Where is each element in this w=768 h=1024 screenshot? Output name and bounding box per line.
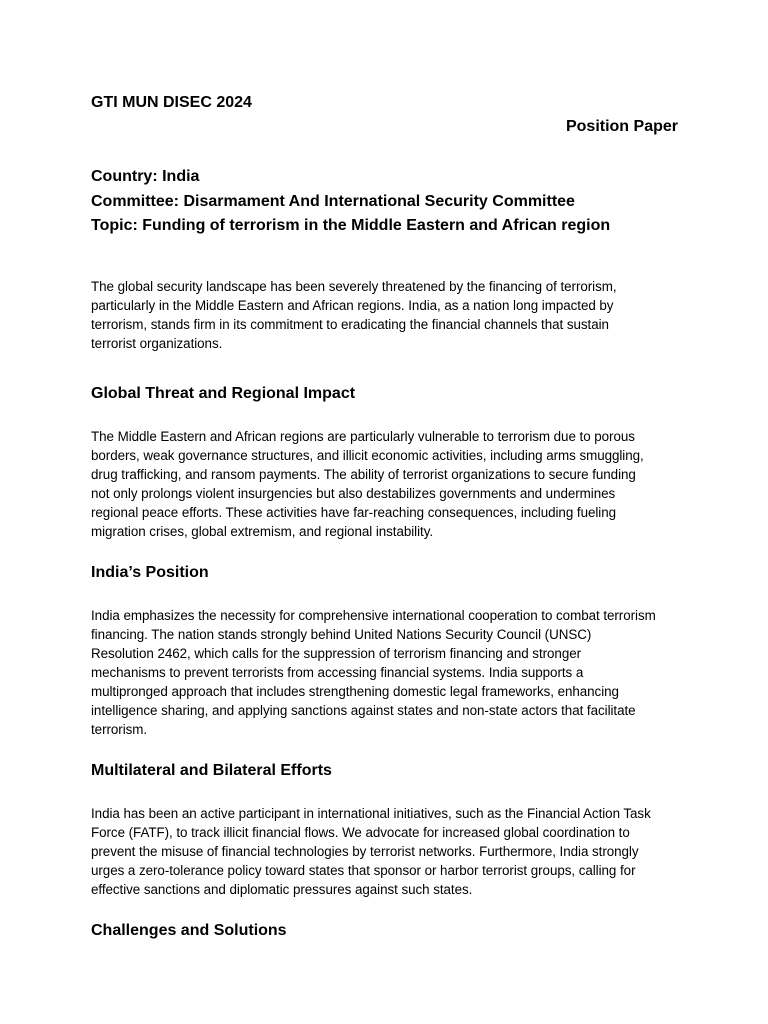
country-line: Country: India xyxy=(91,168,200,185)
section-heading: Global Threat and Regional Impact xyxy=(91,385,356,402)
paragraph-line: India emphasizes the necessity for comprehensive international cooperation to combat terrorism xyxy=(91,608,656,623)
paragraph-line: drug trafficking, and ransom payments. The ability of terrorist organizations to secure funding xyxy=(91,467,636,482)
paragraph-line: intelligence sharing, and applying sanctions against states and non-state actors that facilitate xyxy=(91,703,636,718)
paragraph-line: mechanisms to prevent terrorists from accessing financial systems. India supports a xyxy=(91,665,584,680)
paper-metadata xyxy=(91,165,691,239)
topic-line: Topic: Funding of terrorism in the Middle Eastern and African region xyxy=(91,217,611,234)
paper-body xyxy=(91,277,691,941)
paragraph-line: terrorism. xyxy=(91,722,148,737)
paragraph-line: migration crises, global extremism, and regional instability. xyxy=(91,524,434,539)
paragraph-line: borders, weak governance structures, and illicit economic activities, including arms smuggling, xyxy=(91,448,644,463)
section-heading: Challenges and Solutions xyxy=(91,922,287,939)
committee-line: Committee: Disarmament And International Security Committee xyxy=(91,192,575,210)
paragraph-line: effective sanctions and diplomatic pressures against such states. xyxy=(91,882,473,897)
paragraph-line: terrorist organizations. xyxy=(91,336,223,351)
paragraph-line: particularly in the Middle Eastern and African regions. India, as a nation long impacted by xyxy=(91,298,614,313)
paragraph-line: multipronged approach that includes strengthening domestic legal frameworks, enhancing xyxy=(91,684,619,699)
section-heading: Multilateral and Bilateral Efforts xyxy=(91,762,332,779)
section-paragraph xyxy=(91,606,691,739)
paragraph-line: The global security landscape has been severely threatened by the financing of terrorism, xyxy=(91,279,617,294)
paragraph-line: urges a zero-tolerance policy toward states that sponsor or harbor terrorist groups, calling for xyxy=(91,863,636,878)
document-type-label: Position Paper xyxy=(565,118,678,135)
intro-paragraph xyxy=(91,277,691,353)
section-paragraph xyxy=(91,804,691,899)
paragraph-line: regional peace efforts. These activities have far-reaching consequences, including fueling xyxy=(91,505,617,520)
paragraph-line: terrorism, stands firm in its commitment to eradicating the financial channels that sustain xyxy=(91,317,609,332)
paragraph-line: financing. The nation stands strongly behind United Nations Security Council (UNSC) xyxy=(91,627,592,642)
paragraph-line: Force (FATF), to track illicit financial flows. We advocate for increased global coordination to xyxy=(91,825,630,840)
event-title: GTI MUN DISEC 2024 xyxy=(91,94,252,111)
paragraph-line: India has been an active participant in international initiatives, such as the Financial Action Task xyxy=(91,806,651,821)
paragraph-line: not only prolongs violent insurgencies but also destabilizes governments and undermines xyxy=(91,486,616,501)
paragraph-line: prevent the misuse of financial technologies by terrorist networks. Furthermore, India strongly xyxy=(91,844,639,859)
paragraph-line: The Middle Eastern and African regions are particularly vulnerable to terrorism due to porous xyxy=(91,429,635,444)
section-heading: India’s Position xyxy=(91,564,209,581)
paragraph-line: Resolution 2462, which calls for the suppression of terrorism financing and stronger xyxy=(91,646,582,661)
section-paragraph xyxy=(91,427,691,541)
